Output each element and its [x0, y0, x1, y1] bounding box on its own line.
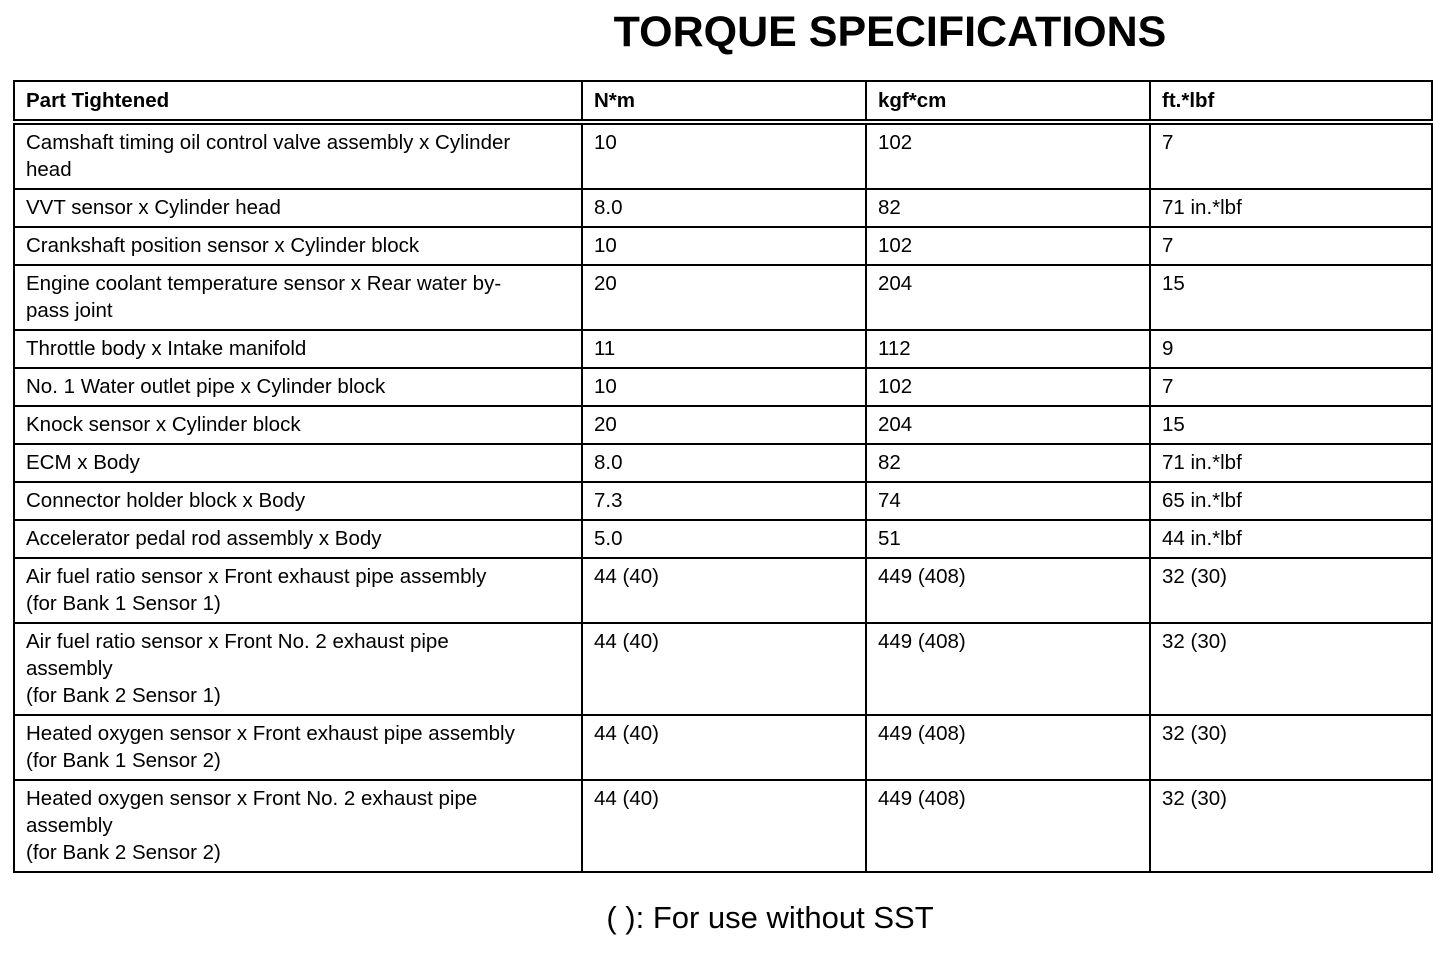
- nm-cell: 8.0: [582, 444, 866, 482]
- table-header: [14, 81, 1432, 122]
- kgfcm-cell: 51: [866, 520, 1150, 558]
- table-row: [14, 406, 1432, 444]
- table-body: [14, 122, 1432, 872]
- kgfcm-cell: 204: [866, 265, 1150, 330]
- page-title: TORQUE SPECIFICATIONS: [613, 8, 1167, 56]
- part-cell: Accelerator pedal rod assembly x Body: [14, 520, 582, 558]
- table-row: [14, 227, 1432, 265]
- ftlbf-cell: 15: [1150, 406, 1432, 444]
- part-cell: Heated oxygen sensor x Front No. 2 exhaust pipe assembly (for Bank 2 Sensor 2): [14, 780, 582, 872]
- part-cell: Throttle body x Intake manifold: [14, 330, 582, 368]
- table-row: [14, 520, 1432, 558]
- ftlbf-cell: 71 in.*lbf: [1150, 189, 1432, 227]
- part-cell: Engine coolant temperature sensor x Rear water by- pass joint: [14, 265, 582, 330]
- part-cell: Knock sensor x Cylinder block: [14, 406, 582, 444]
- table-row: [14, 368, 1432, 406]
- part-cell: Crankshaft position sensor x Cylinder block: [14, 227, 582, 265]
- ftlbf-cell: 32 (30): [1150, 558, 1432, 623]
- ftlbf-cell: 65 in.*lbf: [1150, 482, 1432, 520]
- nm-cell: 44 (40): [582, 623, 866, 715]
- part-cell: Air fuel ratio sensor x Front No. 2 exhaust pipe assembly (for Bank 2 Sensor 1): [14, 623, 582, 715]
- kgfcm-cell: 102: [866, 227, 1150, 265]
- kgfcm-cell: 449 (408): [866, 715, 1150, 780]
- table-row: [14, 189, 1432, 227]
- ftlbf-cell: 15: [1150, 265, 1432, 330]
- header-row: [14, 81, 1432, 122]
- kgfcm-cell: 82: [866, 444, 1150, 482]
- table-row: [14, 482, 1432, 520]
- kgfcm-cell: 102: [866, 368, 1150, 406]
- column-header-kgfcm: kgf*cm: [866, 81, 1150, 122]
- nm-cell: 44 (40): [582, 780, 866, 872]
- table-row: [14, 780, 1432, 872]
- footnote: ( ): For use without SST: [606, 900, 934, 935]
- table-row: [14, 330, 1432, 368]
- nm-cell: 5.0: [582, 520, 866, 558]
- column-header-ftlbf: ft.*lbf: [1150, 81, 1432, 122]
- table-row: [14, 715, 1432, 780]
- table-row: [14, 623, 1432, 715]
- kgfcm-cell: 112: [866, 330, 1150, 368]
- column-header-nm: N*m: [582, 81, 866, 122]
- ftlbf-cell: 32 (30): [1150, 780, 1432, 872]
- part-cell: Heated oxygen sensor x Front exhaust pipe assembly (for Bank 1 Sensor 2): [14, 715, 582, 780]
- kgfcm-cell: 74: [866, 482, 1150, 520]
- nm-cell: 8.0: [582, 189, 866, 227]
- part-cell: Air fuel ratio sensor x Front exhaust pipe assembly (for Bank 1 Sensor 1): [14, 558, 582, 623]
- kgfcm-cell: 82: [866, 189, 1150, 227]
- nm-cell: 10: [582, 368, 866, 406]
- nm-cell: 44 (40): [582, 558, 866, 623]
- kgfcm-cell: 102: [866, 122, 1150, 189]
- table-row: [14, 265, 1432, 330]
- kgfcm-cell: 449 (408): [866, 780, 1150, 872]
- nm-cell: 10: [582, 122, 866, 189]
- ftlbf-cell: 44 in.*lbf: [1150, 520, 1432, 558]
- nm-cell: 10: [582, 227, 866, 265]
- kgfcm-cell: 449 (408): [866, 558, 1150, 623]
- torque-spec-table: [13, 80, 1433, 873]
- kgfcm-cell: 204: [866, 406, 1150, 444]
- ftlbf-cell: 32 (30): [1150, 715, 1432, 780]
- nm-cell: 11: [582, 330, 866, 368]
- ftlbf-cell: 32 (30): [1150, 623, 1432, 715]
- nm-cell: 20: [582, 406, 866, 444]
- ftlbf-cell: 7: [1150, 227, 1432, 265]
- part-cell: Camshaft timing oil control valve assembly x Cylinder head: [14, 122, 582, 189]
- ftlbf-cell: 7: [1150, 122, 1432, 189]
- nm-cell: 20: [582, 265, 866, 330]
- ftlbf-cell: 71 in.*lbf: [1150, 444, 1432, 482]
- part-cell: VVT sensor x Cylinder head: [14, 189, 582, 227]
- table-row: [14, 122, 1432, 189]
- part-cell: No. 1 Water outlet pipe x Cylinder block: [14, 368, 582, 406]
- part-cell: Connector holder block x Body: [14, 482, 582, 520]
- nm-cell: 7.3: [582, 482, 866, 520]
- table-row: [14, 558, 1432, 623]
- ftlbf-cell: 9: [1150, 330, 1432, 368]
- part-cell: ECM x Body: [14, 444, 582, 482]
- kgfcm-cell: 449 (408): [866, 623, 1150, 715]
- ftlbf-cell: 7: [1150, 368, 1432, 406]
- table-row: [14, 444, 1432, 482]
- column-header-part: Part Tightened: [14, 81, 582, 122]
- nm-cell: 44 (40): [582, 715, 866, 780]
